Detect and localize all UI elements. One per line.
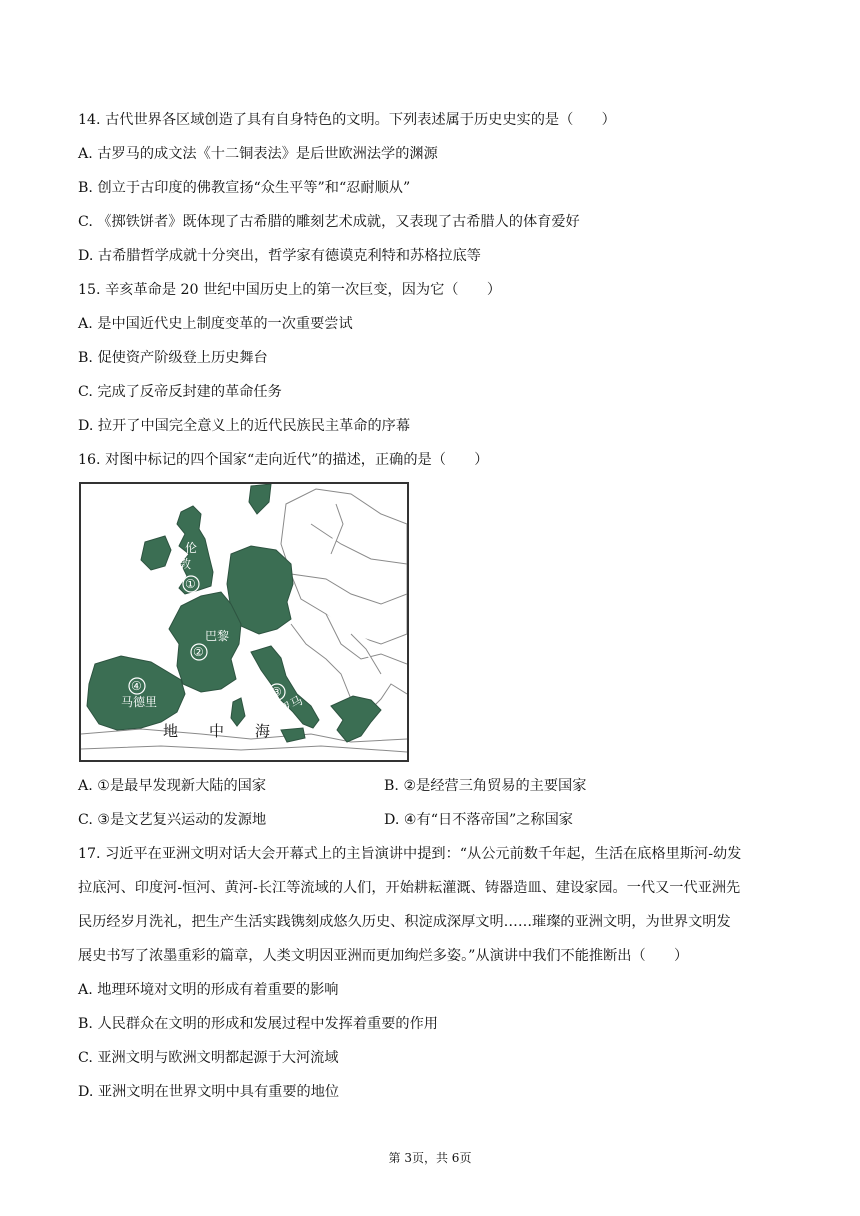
q16-option-c: C. ③是文艺复兴运动的发源地 bbox=[78, 812, 267, 828]
map-label-madrid: 马德里 bbox=[121, 695, 158, 709]
ireland-shape bbox=[141, 536, 171, 570]
map-label-rome: 罗马 bbox=[277, 693, 306, 718]
q14-option-c: C. 《掷铁饼者》既体现了古希腊的雕刻艺术成就，又表现了古希腊人的体育爱好 bbox=[78, 214, 580, 230]
sea-label-2: 中 bbox=[209, 722, 225, 740]
q17-stem-line-4: 展史书写了浓墨重彩的篇章，人类文明因亚洲而更加绚烂多姿。”从演讲中我们不能推断出（ ） bbox=[78, 948, 689, 964]
sicily-shape bbox=[281, 728, 305, 742]
q14-option-d: D. 古希腊哲学成就十分突出，哲学家有德谟克利特和苏格拉底等 bbox=[78, 248, 481, 264]
q15-option-d: D. 拉开了中国完全意义上的近代民族民主革命的序幕 bbox=[78, 418, 411, 434]
q17-stem-line-2: 拉底河、印度河-恒河、黄河-长江等流域的人们，开始耕耘灌溉、铸器造皿、建设家园。一代又一代亚洲先 bbox=[78, 880, 741, 896]
q16-option-d: D. ④有“日不落帝国”之称国家 bbox=[384, 812, 573, 828]
q17-option-a: A. 地理环境对文明的形成有着重要的影响 bbox=[78, 982, 339, 998]
q16-stem: 16. 对图中标记的四个国家“走向近代”的描述，正确的是（ ） bbox=[78, 452, 489, 468]
page-footer: 第 3页，共 6页 bbox=[388, 1151, 472, 1165]
marker-2: ② bbox=[193, 645, 204, 659]
q16-option-b: B. ②是经营三角贸易的主要国家 bbox=[384, 778, 587, 794]
map-label-london-2: 敦 bbox=[179, 557, 192, 571]
marker-4: ④ bbox=[131, 679, 142, 693]
q17-option-c: C. 亚洲文明与欧洲文明都起源于大河流域 bbox=[78, 1050, 339, 1066]
q17-stem-line-1: 17. 习近平在亚洲文明对话大会开幕式上的主旨演讲中提到：“从公元前数千年起，生活在底格里斯河-幼发 bbox=[78, 846, 742, 862]
map-label-london-1: 伦 bbox=[185, 541, 198, 555]
q15-stem: 15. 辛亥革命是 20 世纪中国历史上的第一次巨变，因为它（ ） bbox=[78, 282, 502, 298]
q14-option-a: A. 古罗马的成文法《十二铜表法》是后世欧洲法学的渊源 bbox=[78, 146, 438, 162]
q14-option-b: B. 创立于古印度的佛教宣扬“众生平等”和“忍耐顺从” bbox=[78, 180, 411, 196]
q15-option-c: C. 完成了反帝反封建的革命任务 bbox=[78, 384, 282, 400]
sea-label-1: 地 bbox=[163, 722, 179, 740]
scandinavia-shape bbox=[249, 484, 271, 514]
map-label-paris: 巴黎 bbox=[205, 629, 230, 643]
q16-option-a: A. ①是最早发现新大陆的国家 bbox=[78, 778, 267, 794]
q15-option-a: A. 是中国近代史上制度变革的一次重要尝试 bbox=[78, 316, 353, 332]
sardinia-shape bbox=[231, 698, 245, 726]
europe-map bbox=[79, 482, 409, 762]
sea-label-3: 海 bbox=[255, 722, 271, 740]
marker-3: ③ bbox=[271, 685, 282, 699]
iberia-shape bbox=[87, 656, 185, 730]
q17-option-b: B. 人民群众在文明的形成和发展过程中发挥着重要的作用 bbox=[78, 1016, 438, 1032]
greece-shape bbox=[331, 696, 381, 742]
q17-stem-line-3: 民历经岁月洗礼，把生产生活实践镌刻成悠久历史、积淀成深厚文明……璀璨的亚洲文明，为世界文明发 bbox=[78, 914, 731, 930]
marker-1: ① bbox=[185, 577, 196, 591]
q15-option-b: B. 促使资产阶级登上历史舞台 bbox=[78, 350, 268, 366]
q17-option-d: D. 亚洲文明在世界文明中具有重要的地位 bbox=[78, 1084, 340, 1100]
q14-stem: 14. 古代世界各区域创造了具有自身特色的文明。下列表述属于历史史实的是（ ） bbox=[78, 112, 616, 128]
